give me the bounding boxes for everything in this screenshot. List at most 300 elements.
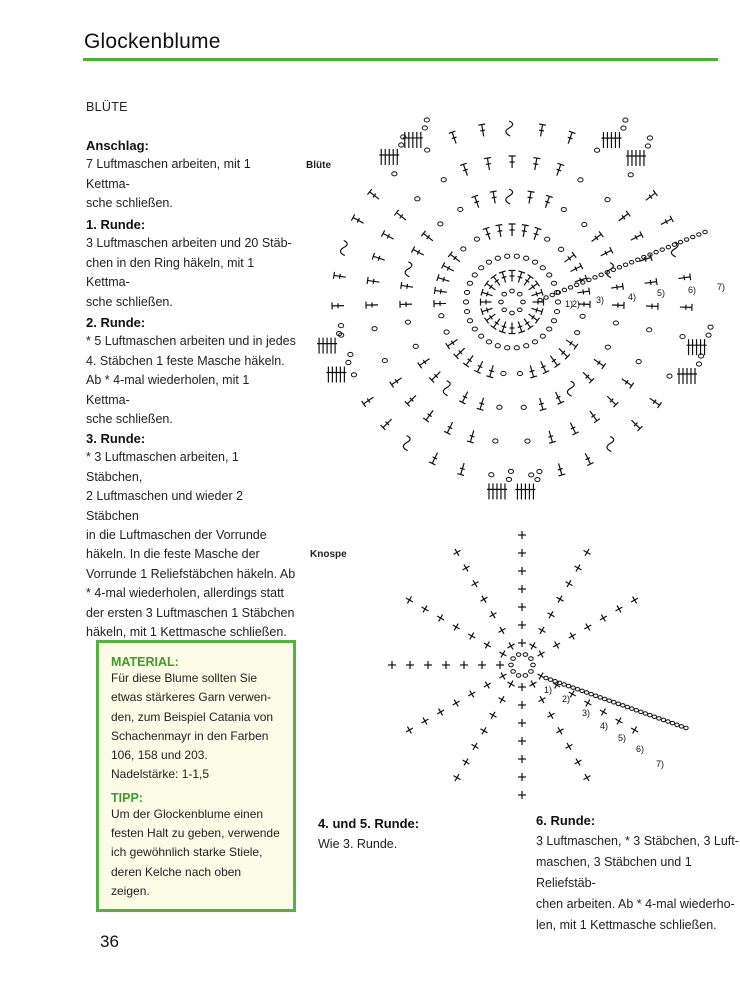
stitch-symbol (486, 233, 491, 235)
chain-stitch-symbol (593, 276, 597, 280)
chain-stitch-symbol (529, 657, 534, 661)
chain-stitch-symbol (517, 292, 522, 296)
chain-stitch-symbol (532, 340, 537, 344)
step-line: Ab * 4-mal wiederholen, mit 1 Kettma- (86, 373, 250, 407)
single-crochet-symbol (548, 713, 555, 717)
stitch-symbol (484, 157, 491, 158)
relief-stitch-symbol (506, 121, 513, 136)
stitch-symbol (484, 281, 488, 287)
stitch-symbol (690, 273, 691, 280)
chain-stitch-symbol (645, 144, 650, 148)
chain-stitch-symbol (531, 663, 536, 667)
stitch-symbol (539, 124, 546, 125)
single-crochet-symbol (557, 597, 564, 601)
chain-stitch-symbol (550, 293, 554, 297)
chain-stitch-symbol (561, 207, 566, 211)
chain-stitch-symbol (516, 653, 521, 657)
chain-stitch-symbol (495, 256, 500, 260)
chain-stitch-symbol (502, 308, 507, 312)
chain-stitch-symbol (464, 309, 469, 313)
chain-stitch-symbol (643, 712, 647, 716)
stitch-symbol (535, 281, 539, 287)
stitch-symbol (556, 169, 561, 171)
chain-stitch-symbol (501, 371, 506, 375)
chain-stitch-symbol (424, 118, 429, 122)
chain-stitch-symbol (509, 663, 514, 667)
stitch-symbol (534, 233, 539, 235)
chain-stitch-symbol (486, 260, 491, 264)
chain-stitch-symbol (670, 721, 674, 725)
relief-stitch-symbol (405, 262, 412, 277)
stitch-symbol (684, 275, 685, 280)
single-crochet-symbol (439, 709, 443, 716)
single-crochet-symbol (586, 624, 590, 631)
stitch-symbol (599, 231, 603, 237)
chain-stitch-symbol (657, 717, 661, 721)
round-marker-label: 5) (657, 288, 666, 298)
round-6-line: maschen, 3 Stäbchen und 1 Reliefstäb- (536, 855, 692, 890)
chain-stitch-symbol (372, 327, 377, 331)
chain-stitch-symbol (338, 324, 343, 328)
round-marker-label: 7) (717, 282, 726, 292)
round-4-5-text: Wie 3. Runde. (318, 837, 398, 851)
stitch-symbol (568, 137, 573, 139)
chain-stitch-symbol (506, 477, 511, 481)
chain-stitch-symbol (666, 720, 670, 724)
chain-stitch-symbol (562, 288, 566, 292)
round-marker-label: 2) (562, 694, 571, 704)
single-crochet-symbol (454, 700, 458, 707)
chain-stitch-symbol (647, 328, 652, 332)
stitch-symbol (373, 279, 374, 284)
chain-stitch-symbol (639, 710, 643, 714)
stitch-symbol (489, 370, 494, 371)
stitch-symbol (452, 137, 457, 139)
chain-stitch-symbol (555, 300, 560, 304)
chain-stitch-symbol (523, 653, 528, 657)
chain-stitch-symbol (493, 439, 498, 443)
chain-stitch-symbol (467, 281, 472, 285)
chain-stitch-symbol (594, 148, 599, 152)
chain-stitch-symbol (696, 362, 701, 366)
chain-stitch-symbol (648, 713, 652, 717)
stitch-symbol (630, 383, 634, 389)
chain-stitch-symbol (495, 344, 500, 348)
single-crochet-symbol (481, 729, 488, 733)
round-marker-label: 4) (600, 721, 609, 731)
chain-stitch-symbol (625, 705, 629, 709)
stitch-symbol (487, 292, 489, 297)
material-heading: MATERIAL: (111, 655, 179, 669)
section-label: BLÜTE (86, 100, 128, 114)
single-crochet-symbol (617, 718, 621, 725)
stitch-symbol (478, 124, 485, 125)
chain-stitch-symbol (544, 296, 548, 300)
stitch-symbol (626, 211, 630, 217)
stitch-symbol (333, 272, 334, 279)
chain-stitch-symbol (634, 708, 638, 712)
chain-stitch-symbol (510, 289, 515, 293)
stitch-symbol (522, 231, 527, 232)
step-line: häkeln, mit 1 Kettmasche schließen. (86, 625, 287, 640)
single-crochet-symbol (575, 566, 582, 570)
stitch-symbol (497, 231, 502, 232)
chain-stitch-symbol (472, 273, 477, 277)
chain-stitch-symbol (672, 243, 676, 247)
chain-stitch-symbol (571, 686, 575, 690)
round-marker-label: 2) (572, 299, 581, 309)
single-crochet-symbol (539, 673, 543, 680)
chain-stitch-symbol (525, 439, 530, 443)
material-line: Schachenmayr in den Farben (111, 728, 269, 743)
stitch-symbol (555, 363, 561, 367)
chain-stitch-symbol (413, 344, 418, 348)
stitch-symbol (545, 201, 550, 203)
chain-stitch-symbol (680, 334, 685, 338)
step-heading: 1. Runde: (86, 217, 146, 232)
round-marker-label: 6) (636, 744, 645, 754)
stitch-symbol (602, 363, 606, 369)
chain-stitch-symbol (675, 723, 679, 727)
chain-stitch-symbol (521, 405, 526, 409)
chain-stitch-symbol (529, 670, 534, 674)
round-6-heading: 6. Runde: (536, 813, 596, 828)
stitch-symbol (528, 274, 534, 278)
single-crochet-symbol (501, 651, 505, 658)
stitch-symbol (446, 343, 450, 349)
chain-stitch-symbol (399, 143, 404, 147)
stitch-symbol (421, 231, 425, 237)
single-crochet-symbol (584, 550, 591, 554)
step-heading: 2. Runde: (86, 315, 146, 330)
knospe-diagram-label: Knospe (310, 549, 347, 560)
round-marker-label: 3) (582, 708, 591, 718)
stitch-symbol (522, 225, 529, 226)
chain-stitch-symbol (392, 172, 397, 176)
stitch-symbol (448, 252, 452, 258)
stitch-symbol (378, 256, 380, 261)
stitch-symbol (492, 197, 497, 198)
round-6-line: len, mit 1 Kettmasche schließen. (536, 918, 717, 932)
chain-stitch-symbol (678, 240, 682, 244)
stitch-symbol (530, 370, 535, 371)
page-number: 36 (100, 932, 119, 951)
chain-stitch-symbol (346, 360, 351, 364)
stitch-symbol (440, 289, 441, 294)
chain-stitch-symbol (463, 300, 468, 304)
stitch-symbol (539, 130, 544, 131)
single-crochet-symbol (472, 744, 479, 748)
single-crochet-symbol (530, 682, 537, 686)
step-line: * 4-mal wiederholen, allerdings statt (86, 586, 285, 601)
chain-stitch-symbol (517, 308, 522, 312)
relief-stitch-symbol (443, 381, 450, 396)
chain-stitch-symbol (548, 678, 552, 682)
stitch-symbol (594, 419, 600, 423)
single-crochet-symbol (548, 613, 555, 617)
stitch-symbol (574, 344, 578, 350)
chain-stitch-symbol (605, 345, 610, 349)
chain-stitch-symbol (636, 360, 641, 364)
chain-stitch-symbol (599, 273, 603, 277)
chain-stitch-symbol (505, 346, 510, 350)
chain-stitch-symbol (636, 258, 640, 262)
chain-stitch-symbol (438, 222, 443, 226)
material-line: 106, 158 und 203. (111, 748, 208, 763)
step-line: sche schließen. (86, 412, 173, 427)
stitch-symbol (589, 288, 590, 295)
stitch-symbol (583, 289, 584, 294)
round-marker-label: 1) (544, 685, 553, 695)
chain-stitch-symbol (499, 300, 504, 304)
chain-stitch-symbol (458, 207, 463, 211)
chain-stitch-symbol (598, 696, 602, 700)
chain-stitch-symbol (647, 136, 652, 140)
single-crochet-symbol (539, 628, 546, 632)
chain-stitch-symbol (661, 718, 665, 722)
chain-stitch-symbol (510, 311, 515, 315)
chain-stitch-symbol (545, 237, 550, 241)
step-heading: 3. Runde: (86, 431, 146, 446)
step-line: der ersten 3 Luftmaschen 1 Stäbchen (86, 605, 295, 620)
chain-stitch-symbol (642, 255, 646, 259)
chain-stitch-symbol (629, 260, 633, 264)
bluete-diagram-label: Blüte (306, 160, 331, 171)
single-crochet-symbol (485, 682, 489, 689)
single-crochet-symbol (454, 624, 458, 631)
chain-stitch-symbol (652, 715, 656, 719)
chain-stitch-symbol (613, 321, 618, 325)
chain-stitch-symbol (415, 197, 420, 201)
single-crochet-symbol (539, 698, 546, 702)
stitch-symbol (502, 326, 507, 328)
material-line: Nadelstärke: 1-1,5 (111, 767, 210, 782)
step-line: sche schließen. (86, 294, 173, 309)
stitch-symbol (390, 382, 394, 388)
chain-stitch-symbol (521, 300, 526, 304)
chain-stitch-symbol (697, 233, 701, 237)
stitch-symbol (480, 130, 485, 131)
tipp-line: Um der Glockenblume einen (111, 806, 264, 821)
chain-stitch-symbol (605, 198, 610, 202)
chain-stitch-symbol (706, 333, 711, 337)
chain-stitch-symbol (666, 245, 670, 249)
chain-stitch-symbol (537, 469, 542, 473)
relief-stitch-symbol (340, 241, 347, 256)
single-crochet-symbol (566, 582, 573, 586)
chain-stitch-symbol (559, 247, 564, 251)
single-crochet-symbol (539, 651, 543, 658)
chain-stitch-symbol (582, 222, 587, 226)
stitch-symbol (656, 278, 657, 285)
chain-stitch-symbol (444, 330, 449, 334)
stitch-symbol (536, 292, 538, 297)
chain-stitch-symbol (529, 473, 534, 477)
stitch-symbol (340, 274, 341, 279)
knospe-crochet-chart (388, 531, 688, 799)
single-crochet-symbol (570, 633, 574, 640)
round-marker-label: 7) (656, 759, 665, 769)
chain-stitch-symbol (405, 320, 410, 324)
chain-stitch-symbol (474, 237, 479, 241)
step-line: sche schließen. (86, 196, 173, 211)
chain-stitch-symbol (467, 319, 472, 323)
chain-stitch-symbol (684, 238, 688, 242)
chain-stitch-symbol (489, 473, 494, 477)
chain-stitch-symbol (439, 314, 444, 318)
single-crochet-symbol (508, 644, 515, 648)
chain-stitch-symbol (479, 334, 484, 338)
chain-stitch-symbol (535, 477, 540, 481)
single-crochet-symbol (470, 633, 474, 640)
step-line: 4. Stäbchen 1 feste Masche häkeln. (86, 353, 285, 368)
chain-stitch-symbol (562, 683, 566, 687)
single-crochet-symbol (470, 691, 474, 698)
stitch-symbol (495, 225, 502, 226)
chain-stitch-symbol (603, 697, 607, 701)
chain-stitch-symbol (616, 702, 620, 706)
chain-stitch-symbol (422, 126, 427, 130)
tipp-line: deren Kelche nach oben zeigen. (111, 864, 242, 898)
chain-stitch-symbol (628, 173, 633, 177)
step-line: 2 Luftmaschen und wieder 2 Stäbchen (86, 489, 244, 523)
stitch-symbol (572, 252, 576, 258)
chain-stitch-symbol (621, 126, 626, 130)
material-line: Für diese Blume sollten Sie (111, 671, 258, 685)
single-crochet-symbol (439, 615, 443, 622)
single-crochet-symbol (633, 597, 637, 604)
single-crochet-symbol (499, 698, 506, 702)
chain-stitch-symbol (623, 118, 628, 122)
chain-stitch-symbol (553, 679, 557, 683)
chain-stitch-symbol (479, 266, 484, 270)
stitch-symbol (491, 274, 497, 278)
chain-stitch-symbol (547, 273, 552, 277)
stitch-symbol (470, 435, 475, 436)
stitch-symbol (528, 191, 535, 192)
round-6-line: 3 Luftmaschen, * 3 Stäbchen, 3 Luft- (536, 834, 739, 848)
stitch-symbol (479, 403, 484, 404)
chain-stitch-symbol (547, 327, 552, 331)
chain-stitch-symbol (514, 254, 519, 258)
single-crochet-symbol (481, 597, 488, 601)
stitch-symbol (484, 318, 488, 324)
stitch-symbol (490, 191, 497, 192)
chain-stitch-symbol (508, 469, 513, 473)
single-crochet-symbol (566, 744, 573, 748)
step-heading: Anschlag: (86, 138, 149, 153)
single-crochet-symbol (575, 760, 582, 764)
chain-stitch-symbol (703, 230, 707, 234)
material-box (96, 640, 296, 912)
chain-stitch-symbol (516, 674, 521, 678)
chain-stitch-symbol (523, 674, 528, 678)
chain-stitch-symbol (524, 344, 529, 348)
round-marker-label: 3) (596, 295, 605, 305)
chain-stitch-symbol (575, 688, 579, 692)
single-crochet-symbol (407, 727, 411, 734)
chain-stitch-symbol (502, 292, 507, 296)
chain-stitch-symbol (660, 248, 664, 252)
bluete-crochet-chart (317, 118, 725, 500)
chain-stitch-symbol (575, 331, 580, 335)
step-line: häkeln. In die feste Masche der (86, 547, 260, 562)
stitch-symbol (528, 197, 533, 198)
single-crochet-symbol (485, 642, 489, 649)
single-crochet-symbol (570, 691, 574, 698)
step-line: Vorrunde 1 Reliefstäbchen häkeln. Ab (86, 566, 296, 581)
stitch-symbol (486, 164, 491, 165)
stitch-symbol (536, 308, 538, 313)
material-line: den, zum Beispiel Catania von (111, 709, 274, 724)
relief-stitch-symbol (567, 381, 574, 396)
stitch-symbol (463, 169, 468, 171)
single-crochet-symbol (490, 713, 497, 717)
single-crochet-symbol (463, 760, 470, 764)
single-crochet-symbol (601, 709, 605, 716)
material-line: etwas stärkeres Garn verwen- (111, 690, 272, 705)
chain-stitch-symbol (464, 290, 469, 294)
stitch-symbol (443, 277, 445, 282)
stitch-symbol (394, 210, 398, 216)
chain-stitch-symbol (589, 692, 593, 696)
single-crochet-symbol (501, 673, 505, 680)
tipp-line: ich gewöhnlich starke Stiele, (111, 845, 263, 860)
stitch-symbol (518, 326, 523, 328)
chain-stitch-symbol (593, 694, 597, 698)
chain-stitch-symbol (461, 247, 466, 251)
single-crochet-symbol (499, 628, 506, 632)
chain-stitch-symbol (514, 346, 519, 350)
single-crochet-symbol (472, 582, 479, 586)
single-crochet-symbol (490, 613, 497, 617)
chain-stitch-symbol (348, 352, 353, 356)
single-crochet-symbol (530, 644, 537, 648)
single-crochet-symbol (555, 642, 559, 649)
stitch-symbol (434, 287, 435, 294)
stitch-symbol (474, 201, 479, 203)
chain-stitch-symbol (551, 281, 556, 285)
stitch-symbol (407, 284, 408, 289)
stitch-symbol (558, 468, 563, 469)
single-crochet-symbol (454, 776, 461, 780)
chain-stitch-symbol (708, 325, 713, 329)
round-4-5-heading: 4. und 5. Runde: (318, 816, 420, 831)
single-crochet-symbol (633, 727, 637, 734)
chain-stitch-symbol (623, 263, 627, 267)
round-marker-label: 5) (618, 733, 627, 743)
chain-stitch-symbol (580, 314, 585, 318)
stitch-symbol (423, 418, 429, 422)
chain-stitch-symbol (621, 704, 625, 708)
stitch-symbol (491, 325, 497, 329)
stitch-symbol (367, 277, 368, 284)
chain-stitch-symbol (532, 260, 537, 264)
relief-stitch-symbol (506, 189, 513, 204)
step-line: * 5 Luftmaschen arbeiten und in jedes (86, 334, 296, 349)
chain-stitch-symbol (441, 178, 446, 182)
chain-stitch-symbol (611, 268, 615, 272)
chain-stitch-symbol (630, 707, 634, 711)
chain-stitch-symbol (612, 700, 616, 704)
stitch-symbol (533, 158, 540, 159)
chain-stitch-symbol (472, 327, 477, 331)
chain-stitch-symbol (524, 256, 529, 260)
single-crochet-symbol (407, 597, 411, 604)
single-crochet-symbol (584, 776, 591, 780)
round-marker-label: 1) (565, 299, 574, 309)
single-crochet-symbol (508, 682, 515, 686)
